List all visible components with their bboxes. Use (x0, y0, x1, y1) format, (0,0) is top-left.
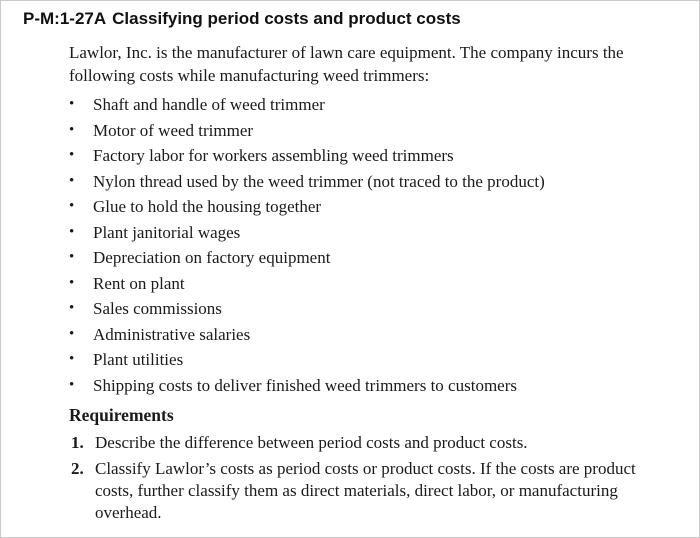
requirement-text: Classify Lawlor’s costs as period costs or product costs. If the costs are product costs, further classify them as direct materials, direct labor, or manufacturing overhead. (95, 459, 636, 522)
requirement-number: 2. (71, 459, 84, 478)
requirements-heading: Requirements (69, 405, 174, 425)
cost-text: Plant janitorial wages (93, 222, 241, 242)
bullet-icon: • (69, 274, 75, 291)
cost-text: Plant utilities (93, 350, 184, 369)
list-item (69, 347, 545, 373)
bullet-icon: • (69, 147, 75, 163)
cost-text: Shaft and handle of weed trimmer (93, 95, 325, 114)
cost-text: Depreciation on factory equipment (93, 248, 331, 267)
list-item (69, 296, 545, 322)
bullet-icon: • (69, 96, 75, 112)
cost-text: Factory labor for workers assembling weed trimmers (93, 146, 454, 165)
list-item (69, 169, 545, 195)
cost-text: Shipping costs to deliver finished weed trimmers to customers (93, 375, 517, 395)
problem-heading: Classifying period costs and product costs (112, 9, 461, 28)
list-item (69, 271, 545, 297)
requirement-number: 1. (71, 433, 84, 452)
list-item (69, 373, 545, 399)
bullet-icon: • (69, 249, 75, 265)
bullet-icon: • (69, 351, 75, 367)
requirement-item (71, 458, 671, 524)
cost-text: Rent on plant (93, 273, 185, 293)
problem-title (23, 9, 461, 29)
cost-text: Motor of weed trimmer (93, 120, 254, 140)
cost-text: Administrative salaries (93, 324, 251, 344)
requirements-list (71, 432, 671, 528)
cost-text: Glue to hold the housing together (93, 197, 322, 216)
bullet-icon: • (69, 300, 75, 316)
list-item (69, 143, 545, 169)
bullet-icon: • (69, 198, 75, 214)
list-item (69, 220, 545, 246)
problem-number: P-M:1-27A (23, 9, 107, 28)
requirement-item (71, 432, 671, 454)
bullet-icon: • (69, 325, 75, 342)
bullet-icon: • (69, 172, 75, 189)
cost-text: Sales commissions (93, 299, 222, 318)
requirement-text: Describe the difference between period costs and product costs. (95, 433, 528, 452)
cost-text: Nylon thread used by the weed trimmer (not traced to the product) (93, 171, 545, 191)
list-item (69, 118, 545, 144)
bullet-icon: • (69, 376, 75, 393)
bullet-icon: • (69, 223, 75, 240)
list-item (69, 322, 545, 348)
list-item (69, 245, 545, 271)
bullet-icon: • (69, 121, 75, 138)
intro-paragraph: Lawlor, Inc. is the manufacturer of lawn care equipment. The company incurs the following costs while manufacturing weed trimmers: (69, 43, 624, 85)
list-item (69, 92, 545, 118)
cost-list (69, 92, 545, 398)
list-item (69, 194, 545, 220)
